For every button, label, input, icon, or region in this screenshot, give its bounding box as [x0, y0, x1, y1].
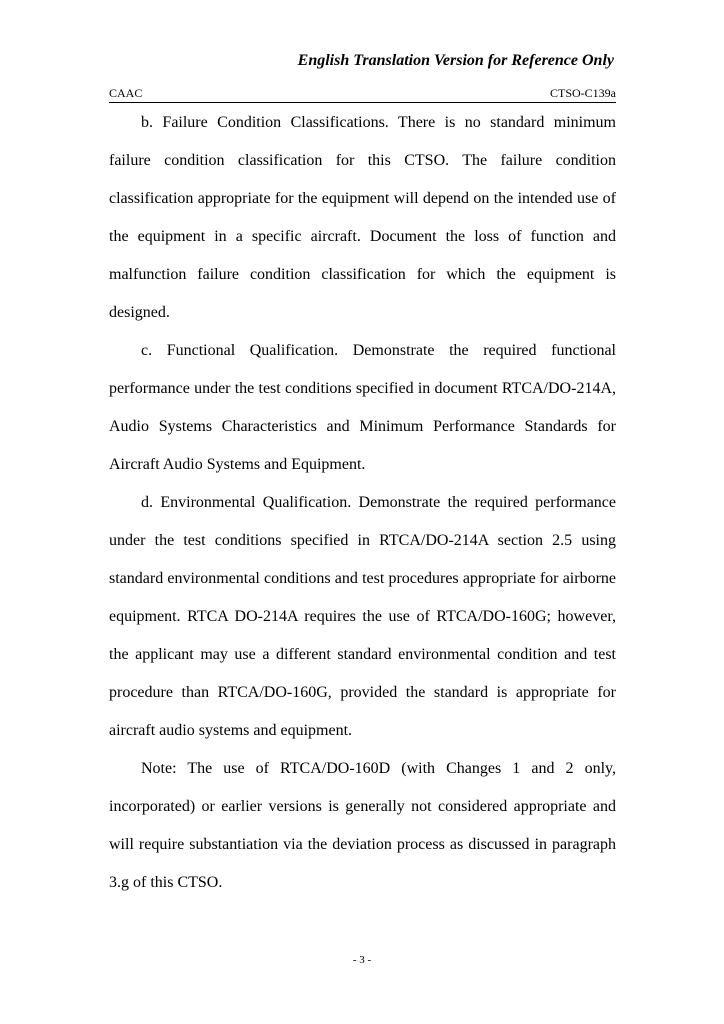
paragraph-note: Note: The use of RTCA/DO-160D (with Changes 1 and 2 only, incorporated) or earlier versions is generally not considered appropriate and will require substantiation via the deviation process as discussed in paragraph 3.g of this CTSO. — [109, 760, 616, 891]
paragraph-failure-condition: b. Failure Condition Classifications. There is no standard minimum failure condition classification for this CTSO. The failure condition classification appropriate for the equipment will depend on the intended use of the equipment in a specific aircraft. Document the loss of function and malfunction failure condition classification for which the equipment is designed. — [109, 114, 616, 321]
body-text — [109, 104, 616, 902]
paragraph-environmental-qualification: d. Environmental Qualification. Demonstrate the required performance under the test conditions specified in RTCA/DO-214A section 2.5 using standard environmental conditions and test procedures appropriate for airborne equipment. RTCA DO-214A requires the use of RTCA/DO-160G; however, the applicant may use a different standard environmental condition and test procedure than RTCA/DO-160G, provided the standard is appropriate for aircraft audio systems and equipment. — [109, 494, 616, 739]
paragraph-functional-qualification: c. Functional Qualification. Demonstrate the required functional performance under the test conditions specified in document RTCA/DO-214A, Audio Systems Characteristics and Minimum Performance Standards for Aircraft Audio Systems and Equipment. — [109, 342, 616, 473]
header-doc-id: CTSO-C139a — [550, 86, 616, 100]
translation-banner: English Translation Version for Reference Only — [297, 52, 614, 69]
running-header — [109, 86, 616, 103]
page-number: - 3 - — [352, 954, 372, 966]
header-org: CAAC — [109, 86, 143, 100]
